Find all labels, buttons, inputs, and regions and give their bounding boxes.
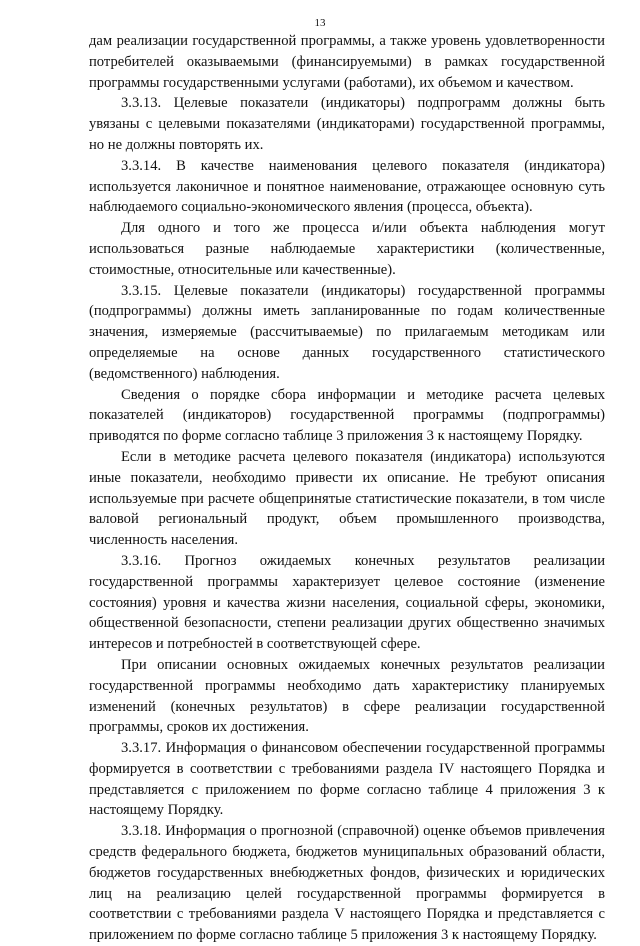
paragraph-3-3-17: 3.3.17. Информация о финансовом обеспечении государственной программы формируется в соответствии с требованиями раздела IV настоящего Порядка и представляется с приложением по форме согласно таблице 4 приложения 3 к настоящему Порядку.: [89, 740, 605, 819]
page-number: 13: [314, 17, 326, 29]
paragraph-3-3-18: 3.3.18. Информация о прогнозной (справочной) оценке объемов привлечения средств федерального бюджета, бюджетов муниципальных образований области, бюджетов государственных внебюджетных фондов, физических и юридических лиц на реализацию целей государственной программы формируется в соответствии с требованиями раздела V настоящего Порядка и представляется с приложением по форме согласно таблице 5 приложения 3 к настоящему Порядку.: [89, 823, 605, 944]
paragraph-3-3-13: 3.3.13. Целевые показатели (индикаторы) подпрограмм должны быть увязаны с целевыми показателями (индикаторами) государственной программы, но не должны повторять их.: [89, 95, 605, 153]
paragraph-3-3-16-results: При описании основных ожидаемых конечных результатов реализации государственной программы необходимо дать характеристику планируемых изменений (конечных результатов) в сфере реализации государственной программы, сроков их достижения.: [89, 656, 605, 736]
paragraph-3-3-14-note: Для одного и того же процесса и/или объекта наблюдения могут использоваться разные наблюдаемые характеристики (количественные, стоимостные, относительные или качественные).: [89, 220, 605, 278]
document-body: [89, 31, 605, 946]
paragraph-3-3-15: 3.3.15. Целевые показатели (индикаторы) государственной программы (подпрограммы) должны иметь запланированные по годам количественные значения, измеряемые (рассчитываемые) по прилагаемым методикам или определяемые на основе данных государственного статистического (ведомственного) наблюдения.: [89, 282, 605, 382]
paragraph-3-3-15-method: Если в методике расчета целевого показателя (индикатора) используются иные показатели, необходимо привести их описание. Не требуют описания используемые при расчете общепринятые статистические показатели, в том числе валовой региональный продукт, объем промышленного производства, численность населения.: [89, 448, 605, 549]
paragraph-3-3-16: 3.3.16. Прогноз ожидаемых конечных результатов реализации государственной программы характеризует целевое состояние (изменение состояния) уровня и качества жизни населения, социальной сферы, экономики, общественной безопасности, степени реализации других общественно значимых интересов и потребностей в соответствующей сфере.: [89, 552, 605, 653]
paragraph-continuation: дам реализации государственной программы, а также уровень удовлетворенности потребителей оказываемыми (финансируемыми) в рамках государственной программы государственными услугами (работами), их объемом и качеством.: [89, 33, 605, 91]
paragraph-3-3-15-info: Сведения о порядке сбора информации и методике расчета целевых показателей (индикаторов) государственной программы (подпрограммы) приводятся по форме согласно таблице 3 приложения 3 к настоящему Порядку.: [89, 386, 605, 445]
paragraph-3-3-14: 3.3.14. В качестве наименования целевого показателя (индикатора) используется лаконичное и понятное наименование, отражающее основную суть наблюдаемого социально-экономического явления (процесса, объекта).: [89, 157, 605, 216]
